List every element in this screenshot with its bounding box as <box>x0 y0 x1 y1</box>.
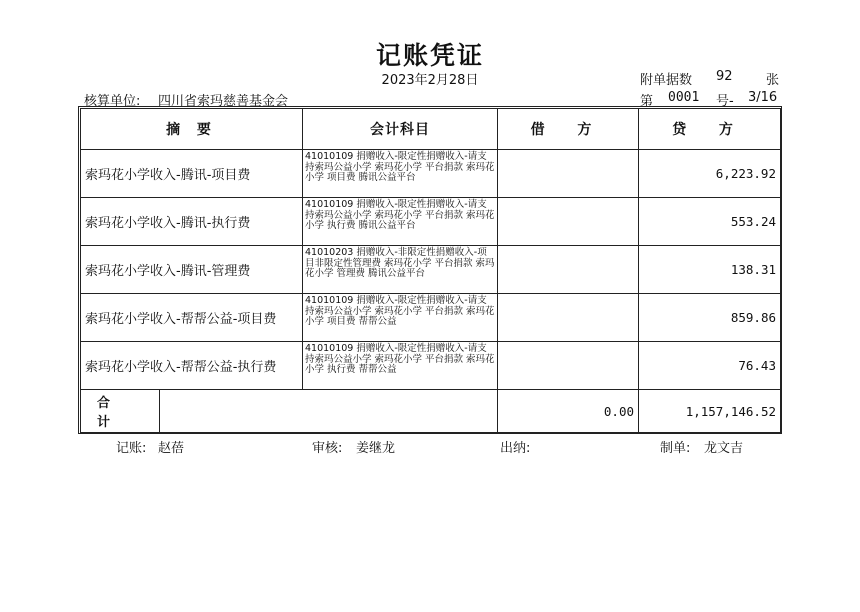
voucher-table <box>80 108 781 433</box>
cashier-label: 出纳: <box>500 441 531 456</box>
unit-name: 四川省索玛慈善基金会 <box>158 94 289 109</box>
row-debit <box>498 246 639 294</box>
auditor-label: 审核: <box>312 441 343 456</box>
voucher-page: 3/16 <box>748 90 778 105</box>
voucher-title: 记账凭证 <box>375 41 484 70</box>
bookkeeper-label: 记账: <box>116 441 147 456</box>
row-debit <box>498 294 639 342</box>
row-summary: 索玛花小学收入-腾讯-项目费 <box>81 150 303 198</box>
row-credit: 6,223.92 <box>639 150 781 198</box>
row-summary: 索玛花小学收入-腾讯-执行费 <box>81 198 303 246</box>
table-row <box>81 342 781 390</box>
attachment-label: 附单据数 <box>640 73 693 88</box>
voucher-date: 2023年2月28日 <box>381 73 479 88</box>
bookkeeper-name: 赵蓓 <box>158 441 185 456</box>
total-label: 合 计 <box>81 390 160 432</box>
debit-header: 借 方 <box>498 109 639 150</box>
preparer-name: 龙文吉 <box>704 441 744 456</box>
row-credit: 76.43 <box>639 342 781 390</box>
table-row <box>81 246 781 294</box>
row-summary: 索玛花小学收入-帮帮公益-项目费 <box>81 294 303 342</box>
row-account: 41010203 捐赠收入-非限定性捐赠收入-项目非限定性管理费 索玛花小学 平台捐款 索玛花小学 管理费 腾讯公益平台 <box>303 246 498 294</box>
total-row <box>81 390 781 433</box>
row-debit <box>498 198 639 246</box>
row-account: 41010109 捐赠收入-限定性捐赠收入-请支持索玛公益小学 索玛花小学 平台捐款 索玛花小学 执行费 帮帮公益 <box>303 342 498 390</box>
row-debit <box>498 150 639 198</box>
attachment-unit: 张 <box>766 73 780 88</box>
table-header <box>81 109 781 150</box>
total-credit: 1,157,146.52 <box>639 390 781 433</box>
summary-header: 摘 要 <box>81 109 303 150</box>
attachment-count: 92 <box>716 69 733 84</box>
row-account: 41010109 捐赠收入-限定性捐赠收入-请支持索玛公益小学 索玛花小学 平台捐款 索玛花小学 执行费 腾讯公益平台 <box>303 198 498 246</box>
voucher-prefix: 第 <box>640 94 654 109</box>
row-credit: 138.31 <box>639 246 781 294</box>
row-summary: 索玛花小学收入-腾讯-管理费 <box>81 246 303 294</box>
row-account: 41010109 捐赠收入-限定性捐赠收入-请支持索玛公益小学 索玛花小学 平台捐款 索玛花小学 项目费 帮帮公益 <box>303 294 498 342</box>
total-label-cell <box>81 390 498 433</box>
auditor-name: 姜继龙 <box>356 441 396 456</box>
preparer-label: 制单: <box>660 441 691 456</box>
credit-header: 贷 方 <box>639 109 781 150</box>
total-debit: 0.00 <box>498 390 639 433</box>
unit-label: 核算单位: <box>84 94 141 109</box>
table-row <box>81 198 781 246</box>
voucher-mid: 号- <box>716 94 734 109</box>
voucher-number: 0001 <box>668 90 700 105</box>
row-summary: 索玛花小学收入-帮帮公益-执行费 <box>81 342 303 390</box>
row-credit: 553.24 <box>639 198 781 246</box>
table-row <box>81 150 781 198</box>
account-header: 会计科目 <box>303 109 498 150</box>
row-debit <box>498 342 639 390</box>
row-account: 41010109 捐赠收入-限定性捐赠收入-请支持索玛公益小学 索玛花小学 平台捐款 索玛花小学 项目费 腾讯公益平台 <box>303 150 498 198</box>
row-credit: 859.86 <box>639 294 781 342</box>
table-row <box>81 294 781 342</box>
